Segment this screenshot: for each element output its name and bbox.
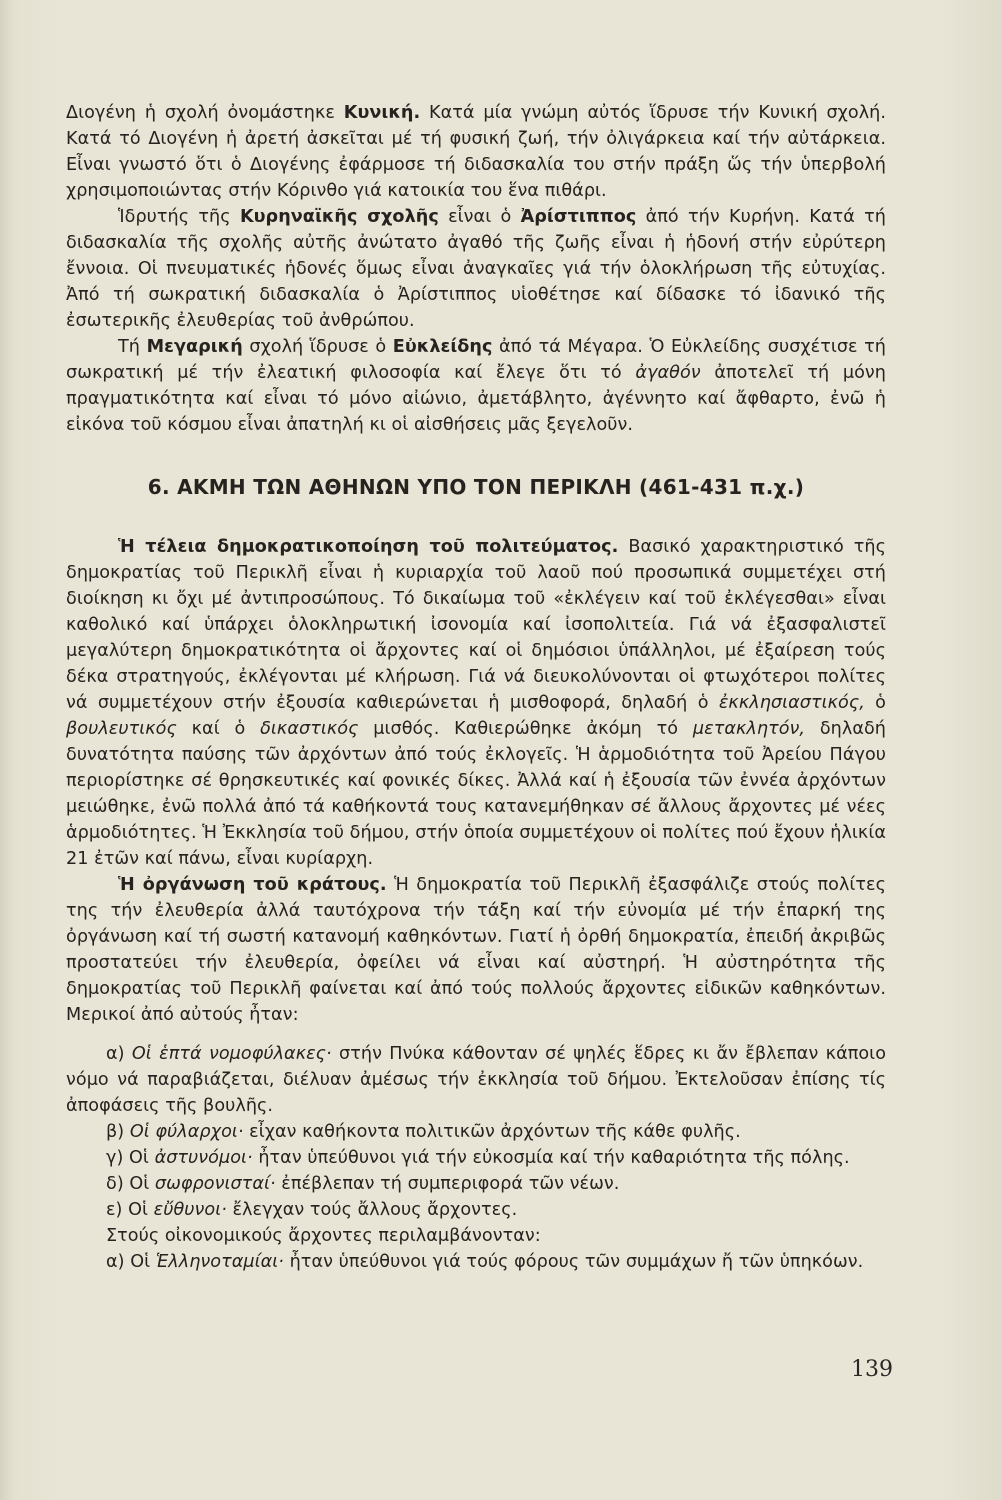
term-eukleidis: Εὐκλείδης: [392, 337, 493, 357]
section-heading: 6. ΑΚΜΗ ΤΩΝ ΑΘΗΝΩΝ ΥΠΟ ΤΟΝ ΠΕΡΙΚΛΗ (461-431 π.χ.): [147, 475, 805, 499]
paragraph-cyrenaic-school: Ἱδρυτής τῆς Κυρηναϊκῆς σχολῆς εἶναι ὁ Ἀρίστιππος ἀπό τήν Κυρήνη. Κατά τή διδασκαλία τῆς σχολῆς αὐτῆς ἀνώτατο ἀγαθό τῆς ζωῆς εἶναι ἡ ἡδονή στήν εὐρύτερη ἔννοια. Οἱ πνευματικές ἡδονές ὅμως εἶναι ἀναγκαῖες γιά τήν ὁλοκλήρωση τῆς εὐτυχίας. Ἀπό τή σωκρατική διδασκαλία ὁ Ἀρίστιππος υἱοθέτησε καί δίδασκε τό ἰδανικό τῆς ἐσωτερικῆς ἐλευθερίας τοῦ ἀνθρώπου.: [66, 207, 886, 331]
list-item-ellinotamiai: α) Οἱ Ἑλληνοταμίαι· ἦταν ὑπεύθυνοι γιά τούς φόρους τῶν συμμάχων ἤ τῶν ὑπηκόων.: [106, 1252, 864, 1272]
term-agathon: ἀγαθόν: [635, 363, 701, 383]
list-item-euthynoi: ε) Οἱ εὔθυνοι· ἔλεγχαν τούς ἄλλους ἄρχοντες.: [106, 1200, 518, 1220]
page-number: 139: [851, 1357, 893, 1382]
paragraph-state-organization: Ἡ ὀργάνωση τοῦ κράτους. Ἡ δημοκρατία τοῦ Περικλῆ ἐξασφάλιζε στούς πολίτες της τήν ἐλευθερία ἀλλά ταυτόχρονα τήν τάξη καί τήν εὐνομία μέ τήν ἐπαρκή της ὀργάνωση καί τή σωστή κατανομή καθηκόντων. Γιατί ἡ ὀρθή δημοκρατία, ἐπειδή ἀκριβῶς προστατεύει τήν ἐλευθερία, ὀφείλει νά εἶναι καί αὐστηρή. Ἡ αὐστηρότητα τῆς δημοκρατίας τοῦ Περικλῆ φαίνεται καί ἀπό τούς πολλούς ἄρχοντες εἰδικῶν καθηκόντων. Μερικοί ἀπό αὐτούς ἦταν:: [66, 875, 886, 1025]
list-item-nomofylakes: α) Οἱ ἑπτά νομοφύλακες· στήν Πνύκα κάθονταν σέ ψηλές ἕδρες κι ἄν ἔβλεπαν κάποιο νόμο νά παραβιάζεται, διέλυαν ἀμέσως τήν ἐκκλησία τοῦ δήμου. Ἐκτελοῦσαν ἐπίσης τίς ἀποφάσεις τῆς βουλῆς.: [66, 1044, 887, 1116]
term-kyrinaiki: Κυρηναϊκῆς σχολῆς: [239, 207, 439, 227]
subheading-state-organization: Ἡ ὀργάνωση τοῦ κράτους.: [118, 875, 387, 895]
term-megariki: Μεγαρική: [146, 337, 243, 357]
list-item-fylarchoi: β) Οἱ φύλαρχοι· εἶχαν καθήκοντα πολιτικῶν ἀρχόντων τῆς κάθε φυλῆς.: [106, 1122, 741, 1142]
list-item-astynomoi: γ) Οἱ ἀστυνόμοι· ἦταν ὑπεύθυνοι γιά τήν εὐκοσμία καί τήν καθαριότητα τῆς πόλης.: [106, 1148, 850, 1168]
paragraph-cynic-school: Διογένη ἡ σχολή ὀνομάστηκε Κυνική. Κατά μία γνώμη αὐτός ἵδρυσε τήν Κυνική σχολή. Κατά τό Διογένη ἡ ἀρετή ἀσκεῖται μέ τή φυσική ζωή, τήν ὀλιγάρκεια καί τήν αὐτάρκεια. Εἶναι γνωστό ὅτι ὁ Διογένης ἐφάρμοσε τή διδασκαλία του στήν πράξη ὥς τήν ὑπερβολή χρησιμοποιώντας στήν Κόρινθο γιά κατοικία του ἕνα πιθάρι.: [66, 103, 887, 201]
list-intro-economic: Στούς οἰκονομικούς ἄρχοντες περιλαμβάνονταν:: [106, 1226, 541, 1246]
paragraph-democratization: Ἡ τέλεια δημοκρατικοποίηση τοῦ πολιτεύματος. Βασικό χαρακτηριστικό τῆς δημοκρατίας τοῦ Περικλῆ εἶναι ἡ κυριαρχία τοῦ λαοῦ πού προσωπικά συμμετέχει στή διοίκηση κι ὄχι μέ ἀντιπροσώπους. Τό δικαίωμα τοῦ «ἐκλέγειν καί τοῦ ἐκλέγεσθαι» εἶναι καθολικό καί ὑπάρχει ὁλοκληρωτική ἰσονομία καί ἰσοπολιτεία. Γιά νά ἐξασφαλιστεῖ μεγαλύτερη δημοκρατικότητα οἱ ἄρχοντες καί οἱ δημόσιοι ὑπάλληλοι, μέ ἐξαίρεση τούς δέκα στρατηγούς, ἐκλέγονται μέ κλήρωση. Γιά νά διευκολύνονται οἱ φτωχότεροι πολίτες νά συμμετέχουν στήν ἐξουσία καθιερώνεται ἡ μισθοφορά, δηλαδή ὁ ἐκκλησιαστικός, ὁ βουλευτικός καί ὁ δικαστικός μισθός. Καθιερώθηκε ἀκόμη τό μετακλητόν, δηλαδή δυνατότητα παύσης τῶν ἀρχόντων ἀπό τούς ἐκλογεῖς. Ἡ ἁρμοδιότητα τοῦ Ἀρείου Πάγου περιορίστηκε σέ θρησκευτικές καί φονικές δίκες. Ἀλλά καί ἡ ἐξουσία τῶν ἐννέα ἀρχόντων μειώθηκε, ἐνῶ πολλά ἀπό τά καθήκοντά τους κατανεμήθηκαν σέ ἄλλους ἄρχοντες μέ νέες ἁρμοδιότητες. Ἡ Ἐκκλησία τοῦ δήμου, στήν ὁποία συμμετέχουν οἱ πολίτες πού ἔχουν ἡλικία 21 ἐτῶν καί πάνω, εἶναι κυρίαρχη.: [66, 537, 886, 869]
term-aristippos: Ἀρίστιππος: [520, 207, 637, 227]
text-column: [66, 100, 886, 1275]
paragraph-megarian-school: Τή Μεγαρική σχολή ἵδρυσε ὁ Εὐκλείδης ἀπό τά Μέγαρα. Ὁ Εὐκλείδης συσχέτισε τή σωκρατική μέ τήν ἐλεατική φιλοσοφία καί ἔλεγε ὅτι τό ἀγαθόν ἀποτελεῖ τή μόνη πραγματικότητα καί εἶναι τό μόνο αἰώνιο, ἀμετάβλητο, ἀγέννητο καί ἄφθαρτο, ἐνῶ ἡ εἰκόνα τοῦ κόσμου εἶναι ἀπατηλή κι οἱ αἰσθήσεις μᾶς ξεγελοῦν.: [66, 337, 886, 435]
list-item-sofronistai: δ) Οἱ σωφρονισταί· ἐπέβλεπαν τή συμπεριφορά τῶν νέων.: [106, 1174, 620, 1194]
term-kyniki: Κυνική.: [343, 103, 421, 123]
subheading-democratization: Ἡ τέλεια δημοκρατικοποίηση τοῦ πολιτεύματος.: [118, 537, 619, 557]
